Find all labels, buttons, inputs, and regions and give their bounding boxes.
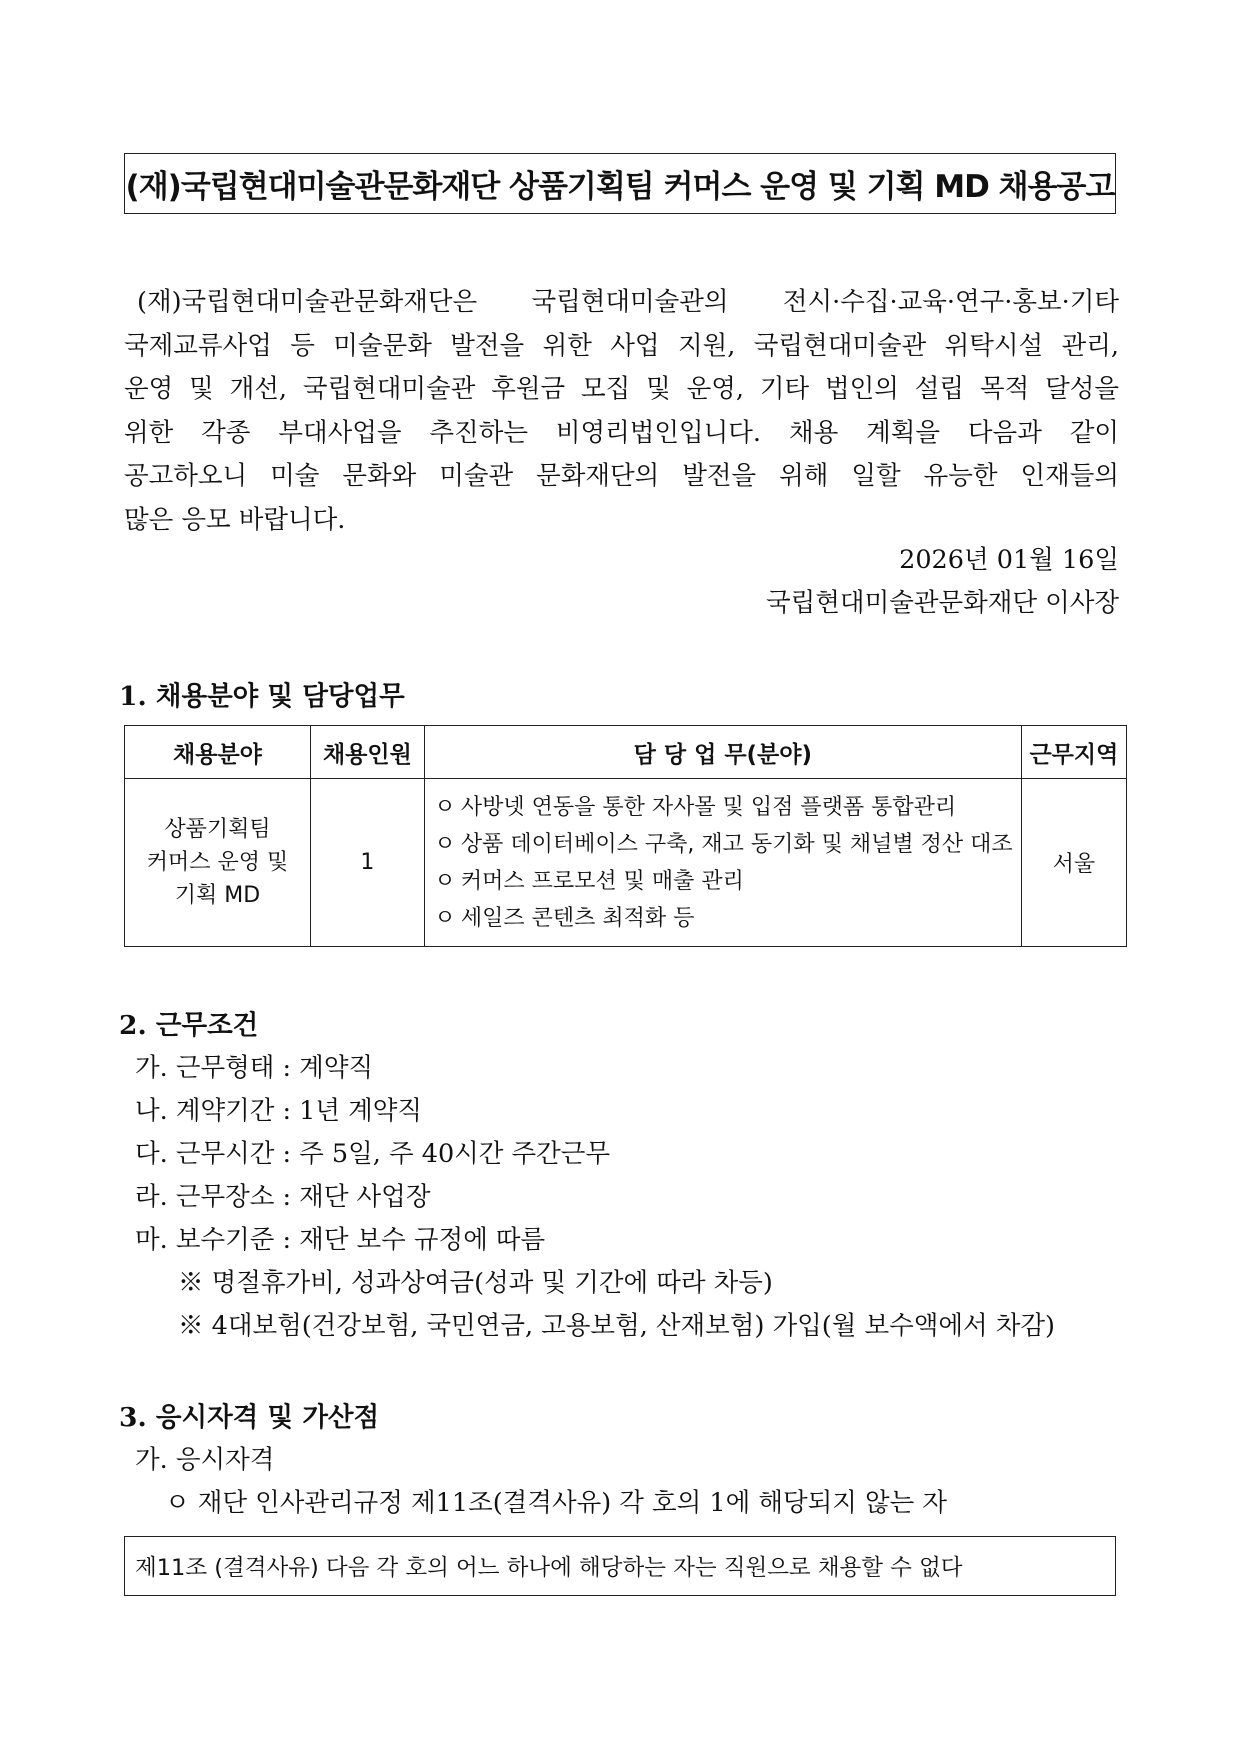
bullet-icon: ㅇ (434, 794, 456, 820)
duty-text: 커머스 프로모션 및 매출 관리 (460, 868, 744, 894)
intro-line: 국제교류사업 등 미술문화 발전을 위한 사업 지원, 국립현대미술관 위탁시설 관리, (124, 330, 1119, 361)
condition-note: ※ 명절휴가비, 성과상여금(성과 및 기간에 따라 차등) (178, 1268, 773, 1298)
duty-item (429, 900, 1015, 937)
table-row (125, 779, 1127, 947)
condition-note: ※ 4대보험(건강보험, 국민연금, 고용보험, 산재보험) 가입(월 보수액에서 차감) (178, 1311, 1055, 1341)
table-header-row (125, 726, 1127, 779)
duty-item (429, 826, 1015, 863)
duty-item (429, 863, 1015, 900)
bullet-icon: ㅇ (434, 831, 456, 857)
announcement-date: 2026년 01월 16일 (899, 545, 1119, 575)
section-heading-recruitment: 1. 채용분야 및 담당업무 (119, 681, 405, 712)
cell-duties (424, 779, 1021, 947)
intro-line: 많은 응모 바랍니다. (124, 504, 346, 535)
condition-item: 다. 근무시간 : 주 5일, 주 40시간 주간근무 (135, 1139, 611, 1169)
condition-item: 라. 근무장소 : 재단 사업장 (135, 1182, 431, 1212)
condition-item: 마. 보수기준 : 재단 보수 규정에 따름 (135, 1225, 546, 1255)
header-count: 채용인원 (310, 726, 424, 779)
duty-text: 세일즈 콘텐츠 최적화 등 (460, 905, 695, 931)
section-heading-conditions: 2. 근무조건 (119, 1010, 259, 1041)
cell-field (125, 779, 311, 947)
duty-text: 상품 데이터베이스 구축, 재고 동기화 및 채널별 정산 대조 (460, 831, 1013, 857)
page-title: (재)국립현대미술관문화재단 상품기획팀 커머스 운영 및 기획 MD 채용공고 (124, 153, 1116, 214)
cell-location: 서울 (1021, 779, 1126, 947)
intro-line: 공고하오니 미술 문화와 미술관 문화재단의 발전을 위해 일할 유능한 인재들의 (124, 461, 1119, 491)
bullet-icon: ㅇ (434, 905, 456, 931)
bullet-icon: ㅇ (434, 868, 456, 894)
qualification-subheading: 가. 응시자격 (135, 1445, 275, 1475)
intro-line: (재)국립현대미술관문화재단은 국립현대미술관의 전시·수집·교육·연구·홍보·기타 (137, 287, 1119, 317)
field-line: 커머스 운영 및 (146, 850, 289, 875)
header-location: 근무지역 (1021, 726, 1126, 779)
recruitment-table (124, 725, 1127, 947)
signer: 국립현대미술관문화재단 이사장 (766, 588, 1119, 618)
field-line: 상품기획팀 (164, 817, 271, 842)
header-field: 채용분야 (125, 726, 311, 779)
header-duties: 담 당 업 무(분야) (424, 726, 1021, 779)
duty-text: 사방넷 연동을 통한 자사몰 및 입점 플랫폼 통합관리 (460, 794, 957, 820)
intro-paragraph (124, 281, 1119, 542)
section-heading-qualifications: 3. 응시자격 및 가산점 (119, 1402, 380, 1433)
duty-item (429, 789, 1015, 826)
intro-line: 위한 각종 부대사업을 추진하는 비영리법인입니다. 채용 계획을 다음과 같이 (124, 417, 1119, 448)
condition-item: 가. 근무형태 : 계약직 (135, 1053, 374, 1083)
article-11-box: 제11조 (결격사유) 다음 각 호의 어느 하나에 해당하는 자는 직원으로 채용할 수 없다 (124, 1536, 1116, 1596)
condition-item: 나. 계약기간 : 1년 계약직 (135, 1096, 423, 1126)
cell-count: 1 (310, 779, 424, 947)
qualification-item: ㅇ 재단 인사관리규정 제11조(결격사유) 각 호의 1에 해당되지 않는 자 (165, 1488, 947, 1518)
field-line: 기획 MD (174, 883, 261, 908)
intro-line: 운영 및 개선, 국립현대미술관 후원금 모집 및 운영, 기타 법인의 설립 목적 달성을 (124, 374, 1119, 404)
